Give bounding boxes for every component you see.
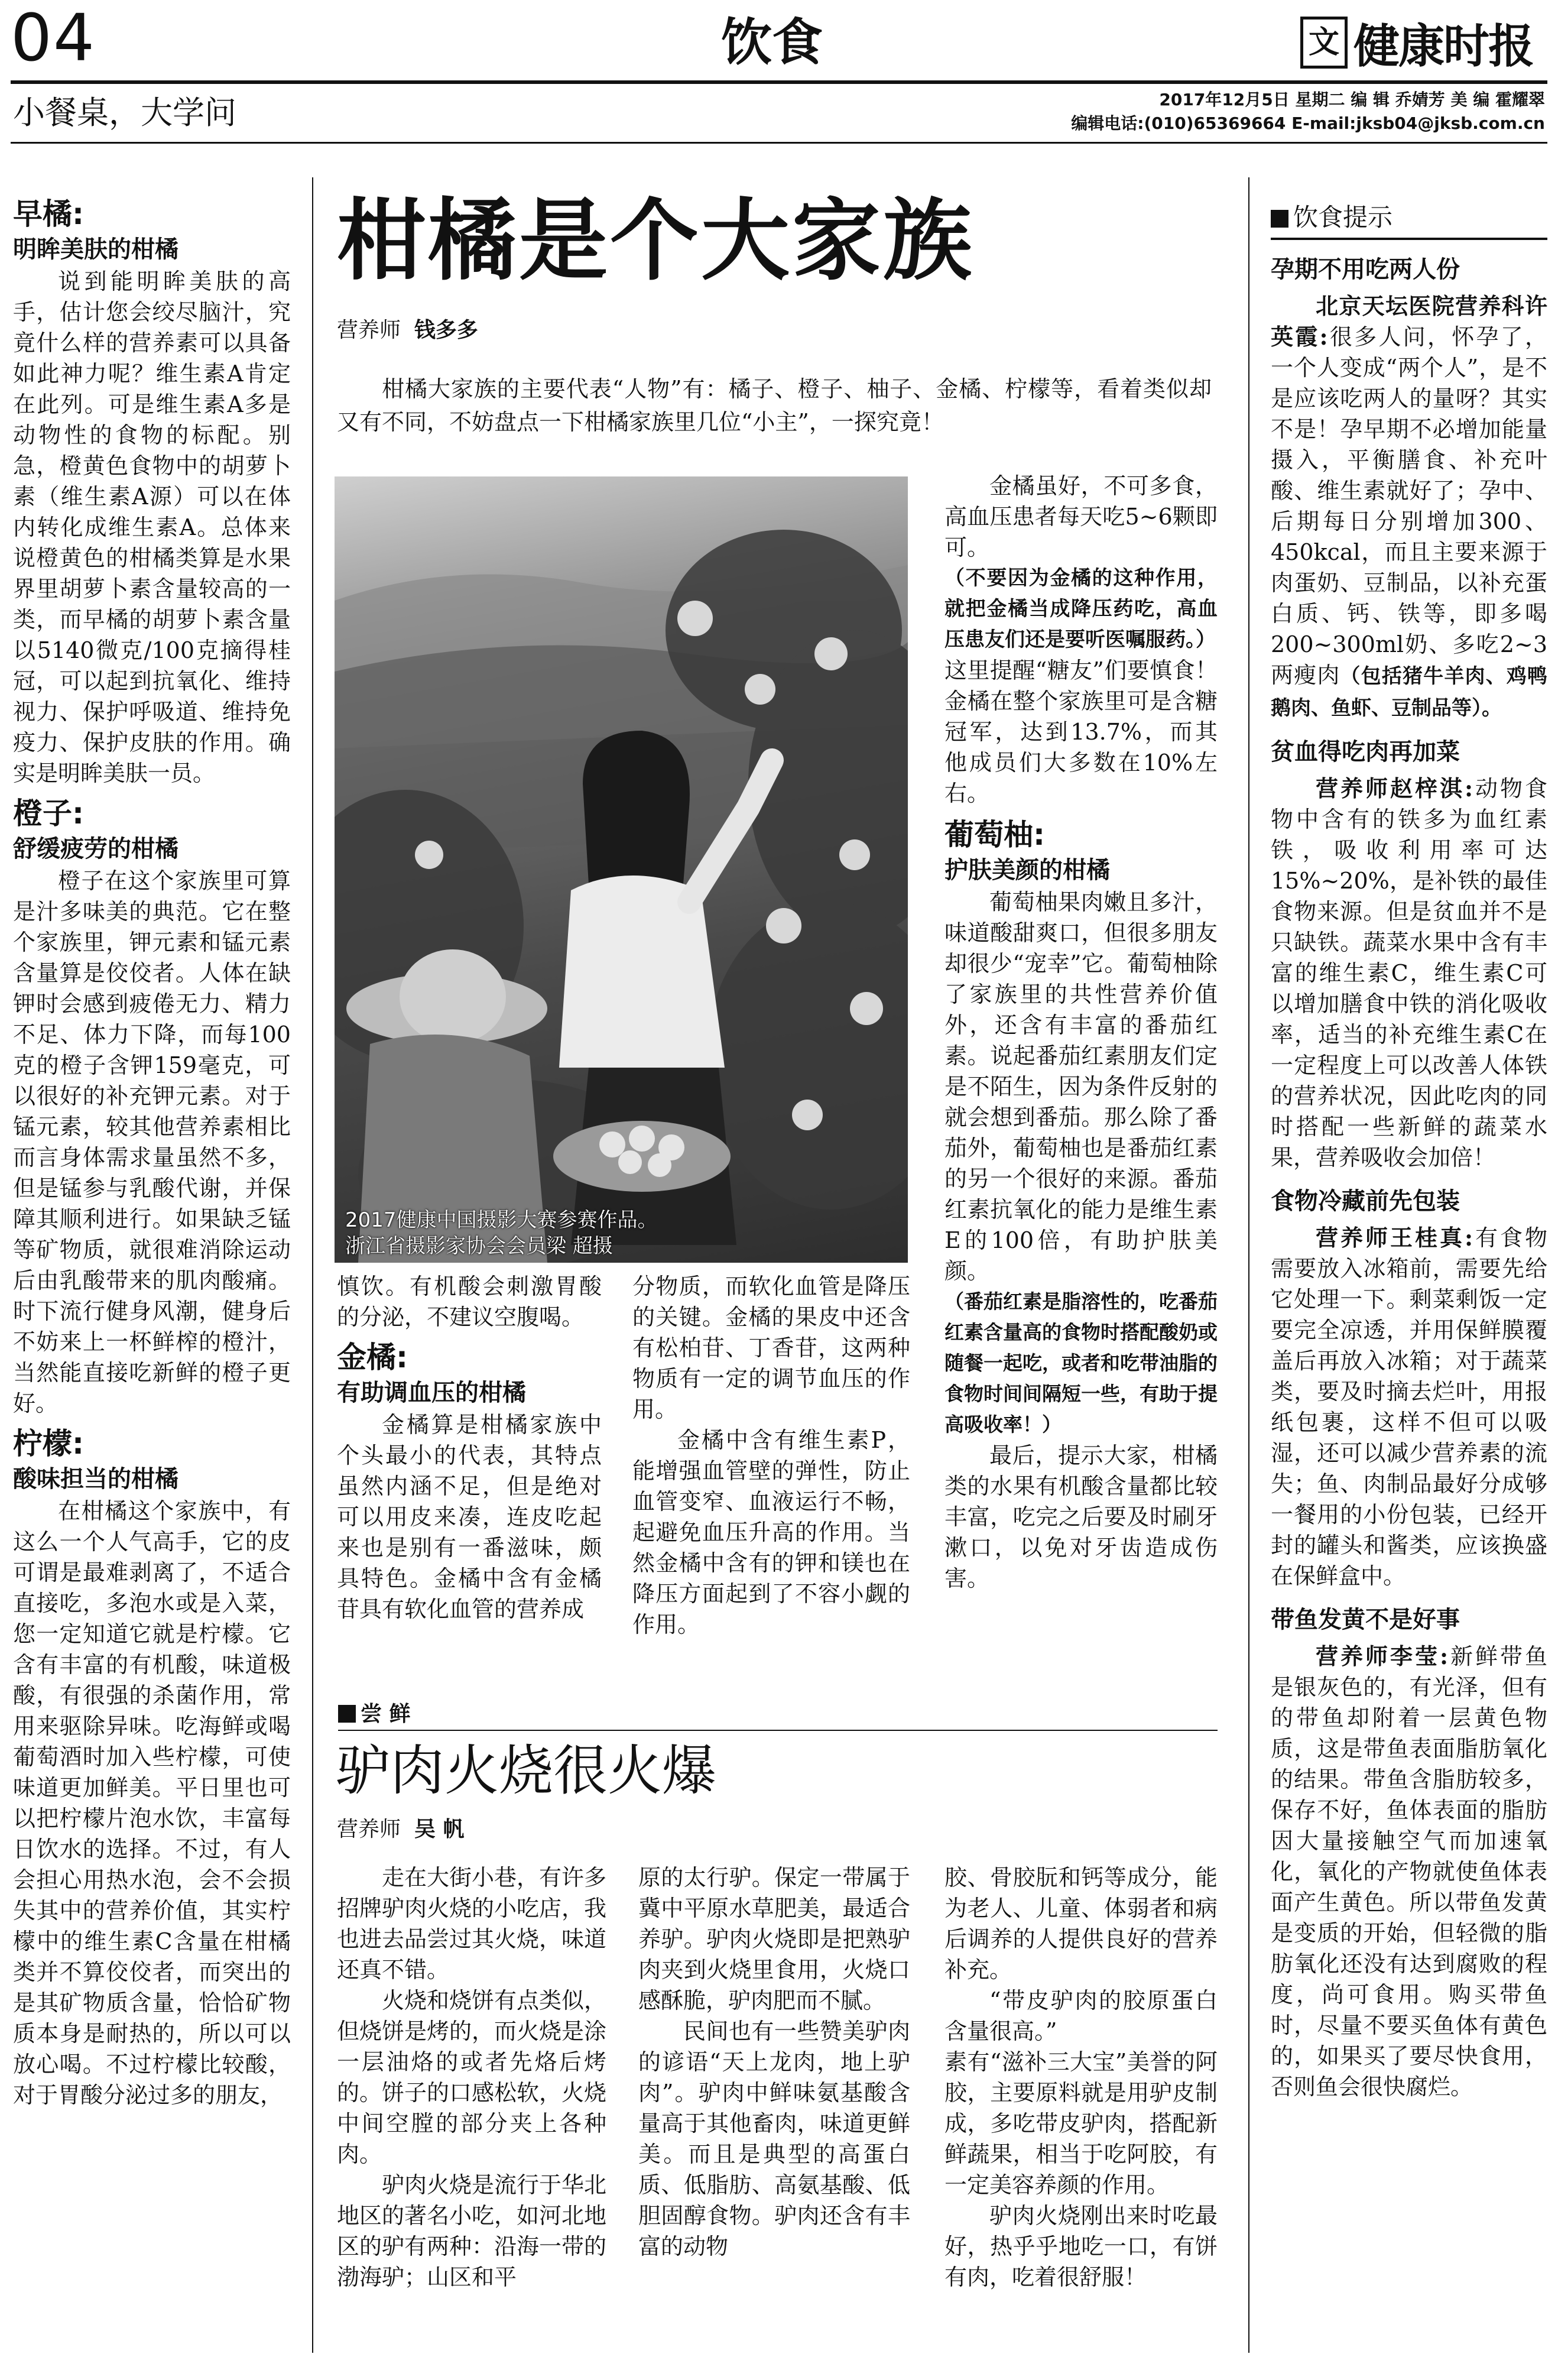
chengzi-body: 橙子在这个家族里可算是汁多味美的典范。它在整个家族里，钾元素和锰元素含量算是佼佼者。人体在缺钾时会感到疲倦无力、精力不足、体力下降，而每100克的橙子含钾159毫克，可以很好的补充钾元素。对于锰元素，较其他营养素相比而言身体需求量虽然不多，但是锰参与乳酸代谢，并保障其顺利进行。如果缺乏锰等矿物质，就很难消除运动后由乳酸带来的肌肉酸痛。时下流行健身风潮，健身后不妨来上一杯鲜榨的橙汁，当然能直接吃新鲜的橙子更好。	[13, 868, 291, 1416]
zaoju-subheading: 明眸美肤的柑橘	[13, 236, 178, 263]
lurou-col3-p1: 胶、骨胶朊和钙等成分，能为老人、儿童、体弱者和病后调养的人提供良好的营养补充。	[944, 1865, 1218, 1983]
lurou-col2-p1: 原的太行驴。保定一带属于冀中平原水草肥美，最适合养驴。驴肉火烧即是把熟驴肉夹到火烧里食用，火烧口感酥脆，驴肉肥而不腻。	[638, 1865, 910, 2013]
photo-caption-line2: 浙江省摄影家协会会员梁 超摄	[345, 1234, 613, 1258]
newspaper-logo	[1300, 15, 1534, 73]
zaoju-body: 说到能明眸美肤的高手，估计您会绞尽脑汁，究竟什么样的营养素可以具备如此神力呢？维生素A肯定在此列。可是维生素A多是动物性的食物的标配。别急，橙黄色食物中的胡萝卜素（维生素A源）可以在体内转化成维生素A。总体来说橙黄色的柑橘类算是水果界里胡萝卜素含量较高的一类，而早橘的胡萝卜素含量以5140微克/100克摘得桂冠，可以起到抗氧化、维持视力、保护呼吸道、维持免疫力、保护皮肤的作用。确实是明眸美肤一员。	[13, 268, 291, 786]
jinju-body-continued: 分物质，而软化血管是降压的关键。金橘的果皮中还含有松柏苷、丁香苷，这两种物质有一定的调节血压的作用。	[632, 1273, 910, 1422]
jinju-continued: 金橘虽好，不可多食，高血压患者每天吃5~6颗即可。	[944, 473, 1218, 560]
lurou-col1-p2: 火烧和烧饼有点类似，但烧饼是烤的，而火烧是涂一层油烙的或者先烙后烤的。饼子的口感松软，火烧中间空膛的部分夹上各种肉。	[337, 1987, 607, 2167]
ningmeng-subheading: 酸味担当的柑橘	[13, 1465, 178, 1493]
lurou-col-1	[337, 1862, 606, 2293]
main-article-title: 柑橘是个大家族	[337, 190, 975, 293]
lurou-col3-p3: 驴肉火烧刚出来时吃最好，热乎乎地吃一口，有饼有肉，吃着很舒服！	[944, 2203, 1218, 2290]
lurou-col2-p2: 民间也有一些赞美驴肉的谚语“天上龙肉，地上驴肉”。驴肉中鲜味氨基酸含量高于其他畜肉，味道更鲜美。而且是典型的高蛋白质、低脂肪、高氨基酸、低胆固醇食物。驴肉还含有丰富的动物	[638, 2018, 910, 2259]
putaoyou-body: 葡萄柚果肉嫩且多汁，味道酸甜爽口，但很多朋友却很少“宠幸”它。葡萄柚除了家族里的共性营养价值外，还含有丰富的番茄红素。说起番茄红素朋友们定是不陌生，因为条件反射的就会想到番茄。那么除了番茄外，葡萄柚也是番茄红素的另一个很好的来源。番茄红素抗氧化的能力是维生素E的100倍，有助护肤美颜。	[944, 889, 1218, 1284]
ningmeng-heading: 柠檬:	[13, 1426, 84, 1461]
tip3-author: 营养师王桂真:	[1316, 1224, 1473, 1251]
chengzi-heading: 橙子:	[13, 796, 84, 831]
jinju-note: （不要因为金橘的这种作用，就把金橘当成降压药吃，高血压患友们还是要听医嘱服药。）	[944, 566, 1218, 651]
main-col-a	[337, 1271, 602, 1625]
byline-role: 营养师	[337, 318, 401, 342]
page-number: 04	[11, 0, 96, 76]
square-bullet-icon	[338, 1705, 356, 1723]
lurou-byline	[337, 1815, 464, 1844]
tips-square-icon	[1271, 210, 1288, 228]
tip4-author: 营养师李莹:	[1316, 1643, 1449, 1669]
tips-label: 饮食提示	[1271, 201, 1547, 234]
lurou-col3-p2: 素有“滋补三大宝”美誉的阿胶，主要原料就是用驴皮制成，多吃带皮驴肉，搭配新鲜蔬果，相当于吃阿胶，有一定美容养颜的作用。	[944, 2049, 1218, 2198]
main-col-b	[632, 1271, 910, 1640]
right-column-divider	[1248, 177, 1249, 2353]
lurou-col1-p3: 驴肉火烧是流行于华北地区的著名小吃，如河北地区的驴有两种：沿海一带的渤海驴；山区和平	[337, 2172, 607, 2290]
ningmeng-continued: 慎饮。有机酸会刺激胃酸的分泌，不建议空腹喝。	[337, 1273, 602, 1330]
lurou-col-3	[944, 1862, 1218, 2293]
main-right-column	[944, 471, 1218, 1594]
contact-line: 编辑电话:(010)65369664 E-mail:jksb04@jksb.com.cn	[1071, 114, 1545, 133]
lurou-byline-name: 吴 帆	[414, 1817, 465, 1841]
left-column-divider	[312, 177, 313, 2353]
tip1-note: （包括猪牛羊肉、鸡鸭鹅肉、鱼虾、豆制品等）。	[1271, 664, 1547, 720]
logo-name: 健康时报	[1353, 20, 1534, 73]
tip3-title: 食物冷藏前先包装	[1271, 1188, 1460, 1215]
tip1-author: 北京天坛医院营养科许英霞:	[1271, 293, 1547, 350]
header-bottom-rule	[11, 142, 1547, 144]
tip4-body: 营养师李莹:新鲜带鱼是银灰色的，有光泽，但有的带鱼却附着一层黄色物质，这是带鱼表面脂肪氧化的结果。带鱼含脂肪较多，保存不好，鱼体表面的脂肪因大量接触空气而加速氧化，氧化的产物就使鱼体表面产生黄色。所以带鱼发黄是变质的开始，但轻微的脂肪氧化还没有达到腐败的程度，尚可食用。购买带鱼时，尽量不要买鱼体有黄色的，如果买了要尽快食用，否则鱼会很快腐烂。	[1271, 1643, 1547, 2100]
tip2-title: 贫血得吃肉再加菜	[1271, 738, 1460, 766]
jinju-vitamin-p: 金橘中含有维生素P，能增强血管壁的弹性，防止血管变窄、血液运行不畅，起避免血压升高的作用。当然金橘中含有的钾和镁也在降压方面起到了不容小觑的作用。	[632, 1427, 910, 1638]
putaoyou-subheading: 护肤美颜的柑橘	[944, 857, 1110, 884]
column-title: 小餐桌，大学问	[13, 94, 236, 131]
putaoyou-heading: 葡萄柚:	[944, 818, 1045, 852]
lurou-col1-p1: 走在大街小巷，有许多招牌驴肉火烧的小吃店，我也进去品尝过其火烧，味道还真不错。	[337, 1865, 607, 1983]
photo-caption-line1: 2017健康中国摄影大赛参赛作品。	[345, 1208, 658, 1232]
lurou-title: 驴肉火烧很火爆	[336, 1739, 717, 1802]
taste-section-rule	[338, 1730, 1218, 1731]
main-intro: 柑橘大家族的主要代表“人物”有：橘子、橙子、柚子、金橘、柠檬等，看着类似却又有不同，不妨盘点一下柑橘家族里几位“小主”，一探究竟！	[337, 376, 1212, 435]
jinju-subheading: 有助调血压的柑橘	[337, 1379, 526, 1406]
logo-mark-icon: 文	[1300, 17, 1348, 69]
main-ending: 最后，提示大家，柑橘类的水果有机酸含量都比较丰富，吃完之后要及时刷牙漱口，以免对牙齿造成伤害。	[944, 1442, 1218, 1591]
taste-section-label: 尝 鲜	[338, 1700, 411, 1729]
left-column	[13, 195, 291, 2110]
tip2-author: 营养师赵梓淇:	[1316, 775, 1473, 802]
jinju-body: 金橘算是柑橘家族中个头最小的代表，其特点虽然内涵不足，但是绝对可以用皮来凑，连皮吃起来也是别有一番滋味，颇具特色。金橘中含有金橘苷具有软化血管的营养成	[337, 1412, 602, 1622]
date-line: 2017年12月5日 星期二 编 辑 乔婧芳 美 编 霍耀翠	[1159, 90, 1545, 109]
tip2-body: 营养师赵梓淇:动物食物中含有的铁多为血红素铁，吸收利用率可达15%~20%，是补铁的最佳食物来源。但是贫血并不是只缺铁。蔬菜水果中含有丰富的维生素C，维生素C可以增加膳食中铁的消化吸收率，适当的补充维生素C在一定程度上可以改善人体铁的营养状况，因此吃肉的同时搭配一些新鲜的蔬菜水果，营养吸收会加倍！	[1271, 775, 1547, 1170]
main-byline	[337, 316, 478, 345]
jinju-sugar-warning: 这里提醒“糖友”们要慎食！金橘在整个家族里可是含糖冠军，达到13.7%，而其他成员们大多数在10%左右。	[944, 657, 1218, 806]
section-title: 饮食	[721, 13, 823, 72]
tips-rule	[1271, 238, 1547, 240]
tip4-title: 带鱼发黄不是好事	[1271, 1606, 1460, 1633]
chengzi-subheading: 舒缓疲劳的柑橘	[13, 835, 178, 862]
tip3-body: 营养师王桂真:有食物需要放入冰箱前，需要先给它处理一下。剩菜剩饭一定要完全凉透，并用保鲜膜覆盖后再放入冰箱；对于蔬菜类，要及时摘去烂叶，用报纸包裹，这样不但可以吸湿，还可以减少营养素的流失；鱼、肉制品最好分成够一餐用的小份包装，已经开封的罐头和酱类，应该换盛在保鲜盒中。	[1271, 1224, 1547, 1589]
putaoyou-note: （番茄红素是脂溶性的，吃番茄红素含量高的食物时搭配酸奶或随餐一起吃，或者和吃带油脂的食物时间间隔短一些，有助于提高吸收率！）	[944, 1290, 1218, 1436]
jinju-heading: 金橘:	[337, 1340, 408, 1374]
tips-column	[1271, 201, 1547, 2102]
tip1-title: 孕期不用吃两人份	[1271, 256, 1460, 283]
zaoju-heading: 早橘:	[13, 197, 84, 231]
tip1-body: 北京天坛医院营养科许英霞:很多人问，怀孕了，一个人变成“两个人”，是不是应该吃两人的量呀？其实不是！孕早期不必增加能量摄入，平衡膳食、补充叶酸、维生素就好了；孕中、后期每日分别增加300、450kcal，而且主要来源于肉蛋奶、豆制品，以补充蛋白质、钙、铁等，即多喝200~300ml奶、多吃2~3两瘦肉（包括猪牛羊肉、鸡鸭鹅肉、鱼虾、豆制品等）。	[1271, 293, 1547, 720]
lurou-col-2	[638, 1862, 910, 2262]
orange-picking-photo	[335, 476, 908, 1263]
ningmeng-body: 在柑橘这个家族中，有这么一个人气高手，它的皮可谓是最难剥离了，不适合直接吃，多泡水或是入菜，您一定知道它就是柠檬。它含有丰富的有机酸，味道极酸，有很强的杀菌作用，常用来驱除异味。吃海鲜或喝葡萄酒时加入些柠檬，可使味道更加鲜美。平日里也可以把柠檬片泡水饮，丰富每日饮水的选择。不过，有人会担心用热水泡，会不会损失其中的营养价值，其实柠檬中的维生素C含量在柑橘类并不算佼佼者，而突出的是其矿物质含量，恰恰矿物质本身是耐热的，所以可以放心喝。不过柠檬比较酸，对于胃酸分泌过多的朋友，	[13, 1498, 291, 2108]
masthead-rule	[11, 80, 1547, 84]
lurou-col3-note: “带皮驴肉的胶原蛋白含量很高。”	[944, 1987, 1218, 2044]
byline-name: 钱多多	[414, 318, 478, 342]
lurou-byline-role: 营养师	[337, 1817, 401, 1841]
